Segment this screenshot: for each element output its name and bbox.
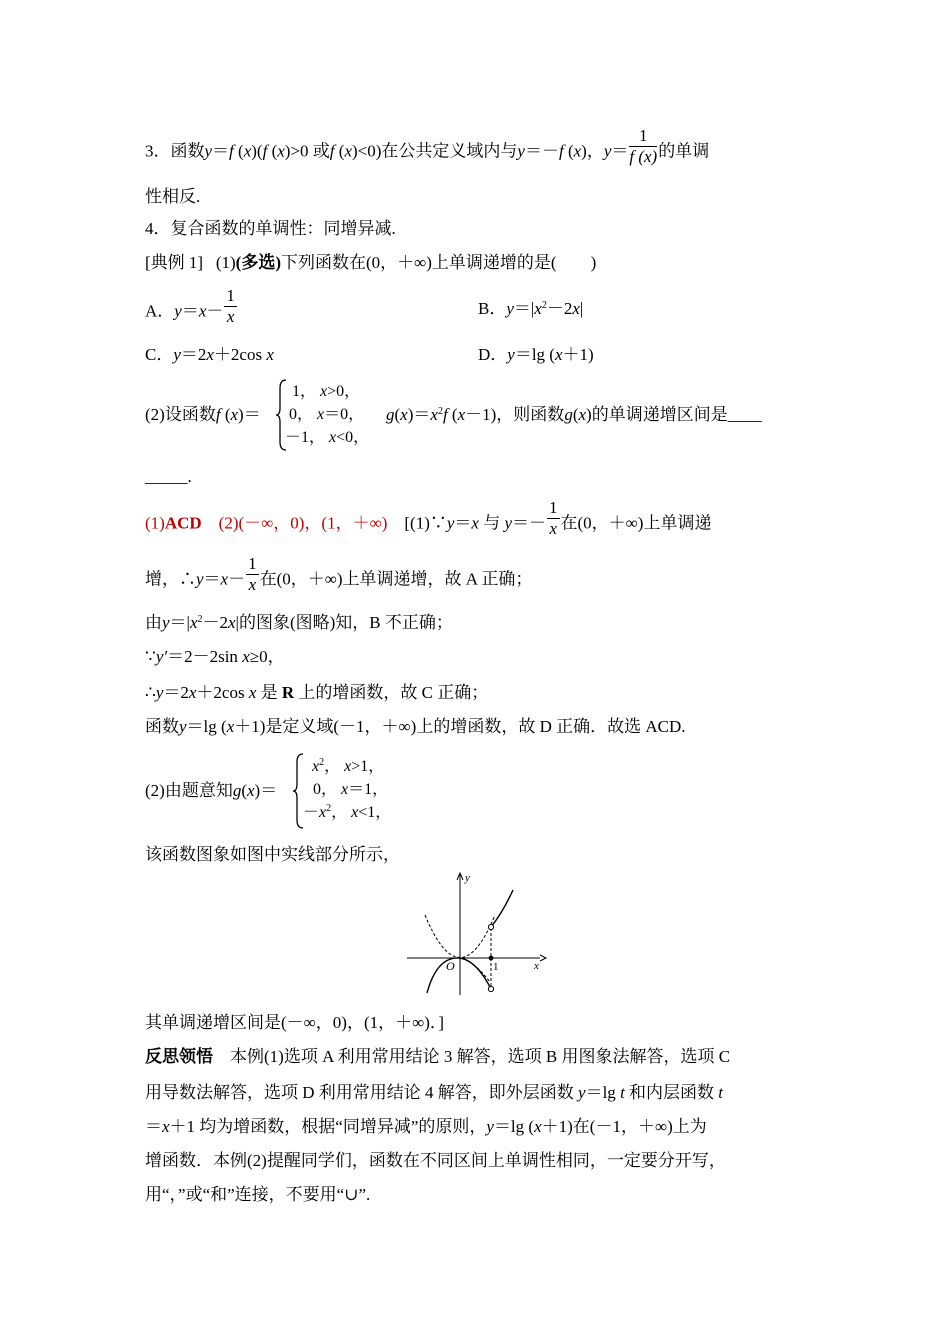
answer-line-5: ∴y＝2x＋2cos x 是 R 上的增函数，故 C 正确； xyxy=(145,683,489,702)
piece-3: －1， x<0， xyxy=(285,429,370,446)
piece-1: 1， x>0， xyxy=(292,383,361,400)
y-axis-label: y xyxy=(465,872,470,884)
rule-3: 3．函数y＝f (x)(f (x)>0 或f (x)<0)在公共定义域内与y＝－f (x)，y＝ $\frac{1}{f (x)}$ 的单调 xyxy=(145,126,710,166)
reflection-line-5: 用“，”或“和”连接，不要用“∪”. xyxy=(145,1185,371,1204)
closed-point xyxy=(489,956,494,961)
reflection-line-3: ＝x＋1 均为增函数，根据“同增异减”的原则，y＝lg (x＋1)在(－1，＋∞)上为 xyxy=(145,1117,707,1136)
piece-3: $-x^2$， x<1， xyxy=(303,803,392,821)
fraction: $\frac{1}{x}$ xyxy=(248,554,257,594)
piece-2: 0， x＝0， xyxy=(289,406,365,423)
rule-4: 4．复合函数的单调性：同增异减. xyxy=(145,219,396,238)
example-header: [典例 1] (1)(多选)下列函数在(0，＋∞)上单调递增的是( ) xyxy=(145,253,597,272)
tick-label-1: 1 xyxy=(493,961,499,973)
option-d: D．y＝lg (x＋1) xyxy=(478,345,594,364)
option-a: A．y＝x－ $\frac{1}{x}$ xyxy=(145,286,235,326)
graph-caption: 该函数图象如图中实线部分所示， xyxy=(145,845,400,864)
origin-label: O xyxy=(446,959,455,973)
piece-1: $x^2$， x>1， xyxy=(312,757,385,775)
option-b: B．$y=|x^2-2x|$ xyxy=(478,299,584,318)
function-graph xyxy=(405,870,550,1000)
x-axis-label: x xyxy=(534,960,539,972)
reflection-line-4: 增函数．本例(2)提醒同学们，函数在不同区间上单调性相同，一定要分开写， xyxy=(145,1151,726,1170)
answer-line-2: 增，∴y＝x－ $\frac{1}{x}$ 在(0，＋∞)上单调递增，故 A 正确； xyxy=(145,554,533,594)
solid-left-branch xyxy=(427,958,460,993)
rule-3-cont: 性相反. xyxy=(145,187,201,206)
reflection-line-2: 用导数法解答，选项 D 利用常用结论 4 解答，即外层函数 y＝lg t 和内层函数 t xyxy=(145,1083,724,1102)
question-2-lead: (2)设函数f (x)＝ xyxy=(145,405,261,424)
reflection-line-1: 反思领悟 本例(1)选项 A 利用常用结论 3 解答，选项 B 用图象法解答，选项 C xyxy=(145,1047,731,1066)
y-axis xyxy=(457,873,463,995)
question-2-blank: _____. xyxy=(145,467,192,486)
answer-conclusion: 其单调递增区间是(－∞，0)，(1，＋∞)．] xyxy=(145,1013,445,1032)
answer-2-lead: (2)由题意知g(x)＝ xyxy=(145,781,278,800)
solid-mid-segment xyxy=(460,958,491,989)
option-c: C．y＝2x＋2cos x xyxy=(145,345,274,364)
answer-line-4: ∵y′＝2－2sin x≥0， xyxy=(145,647,285,666)
question-2-tail: $g(x)=x^2f$ (x－1)，则函数g(x)的单调递增区间是____ xyxy=(386,405,762,424)
open-point-top xyxy=(488,924,493,929)
piece-2: 0， x＝1， xyxy=(313,781,389,798)
answer-line-6: 函数y＝lg (x＋1)是定义域(－1，＋∞)上的增函数，故 D 正确．故选 ACD. xyxy=(145,717,686,736)
solid-right-branch xyxy=(491,890,513,927)
answer-line-3: 由$y=|x^2-2x|$的图象(图略)知，B 不正确； xyxy=(145,613,453,632)
fraction: $\frac{1}{f (x)}$ xyxy=(629,126,658,166)
x-axis xyxy=(407,955,546,961)
answer-line-1: (1)ACD (2)(－∞，0)，(1，＋∞) [(1)∵y＝x 与 y＝－ $\frac{1}{x}$ 在(0，＋∞)上单调递 xyxy=(145,498,712,538)
fraction: $\frac{1}{x}$ xyxy=(226,286,235,326)
fraction: $\frac{1}{x}$ xyxy=(549,498,558,538)
open-point-bottom xyxy=(488,986,493,991)
